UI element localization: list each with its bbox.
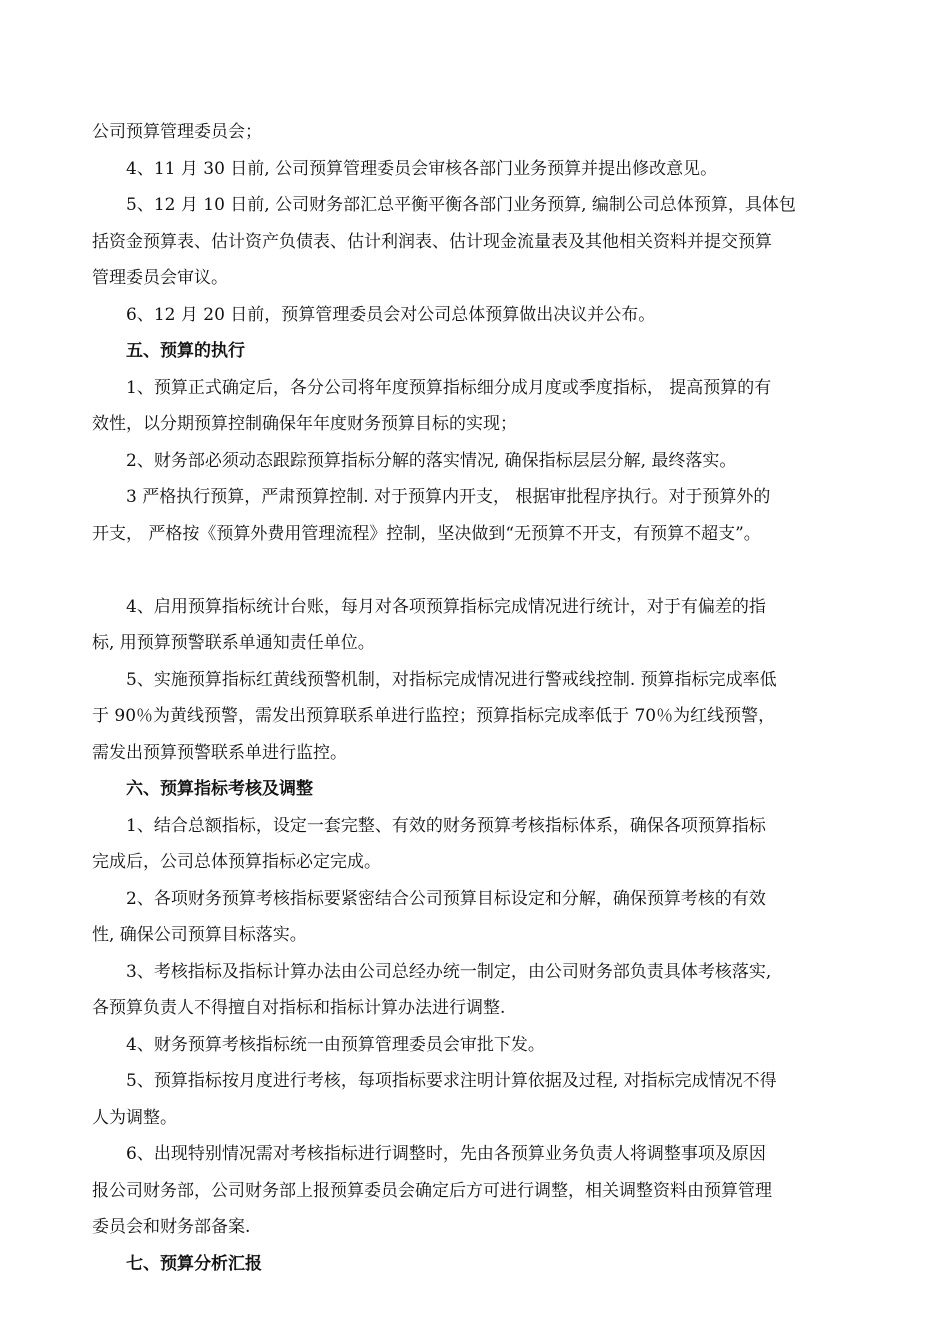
paragraph-line: 3 严格执行预算，严肃预算控制. 对于预算内开支， 根据审批程序执行。对于预算外的 [126, 487, 771, 507]
paragraph-line: 人为调整。 [92, 1107, 177, 1128]
paragraph-line: 3、考核指标及指标计算办法由公司总经办统一制定，由公司财务部负责具体考核落实, [126, 961, 772, 982]
section-heading: 六、预算指标考核及调整 [126, 779, 313, 799]
paragraph-line: 开支， 严格按《预算外费用管理流程》控制，坚决做到“无预算不开支，有预算不超支”。 [92, 523, 761, 544]
paragraph-line: 标, 用预算预警联系单通知责任单位。 [92, 633, 375, 653]
paragraph-line: 2、各项财务预算考核指标要紧密结合公司预算目标设定和分解，确保预算考核的有效 [126, 888, 766, 909]
blank-line [92, 552, 862, 589]
paragraph-line: 6、12 月 20 日前，预算管理委员会对公司总体预算做出决议并公布。 [126, 304, 656, 325]
paragraph-line: 4、11 月 30 日前, 公司预算管理委员会审核各部门业务预算并提出修改意见。 [126, 158, 718, 179]
paragraph-line: 需发出预算预警联系单进行监控。 [92, 742, 347, 763]
document-body [92, 114, 862, 1282]
paragraph-line: 5、预算指标按月度进行考核，每项指标要求注明计算依据及过程, 对指标完成情况不得 [126, 1071, 777, 1091]
paragraph-line: 6、出现特别情况需对考核指标进行调整时，先由各预算业务负责人将调整事项及原因 [126, 1144, 766, 1164]
paragraph-line: 于 90％为黄线预警，需发出预算联系单进行监控；预算指标完成率低于 70％为红线预警， [92, 706, 776, 726]
paragraph-line: 5、实施预算指标红黄线预警机制，对指标完成情况进行警戒线控制. 预算指标完成率低 [126, 669, 777, 690]
paragraph-line: 2、财务部必须动态跟踪预算指标分解的落实情况, 确保指标层层分解, 最终落实。 [126, 450, 737, 471]
paragraph-line: 5、12 月 10 日前, 公司财务部汇总平衡平衡各部门业务预算, 编制公司总体预算，具体包 [126, 195, 796, 215]
paragraph-line: 报公司财务部，公司财务部上报预算委员会确定后方可进行调整，相关调整资料由预算管理 [92, 1180, 772, 1201]
paragraph-line: 委员会和财务部备案. [92, 1217, 251, 1237]
section-heading: 五、预算的执行 [126, 341, 245, 361]
paragraph-line: 1、结合总额指标，设定一套完整、有效的财务预算考核指标体系，确保各项预算指标 [126, 815, 766, 836]
paragraph-line: 4、财务预算考核指标统一由预算管理委员会审批下发。 [126, 1034, 545, 1055]
paragraph-line: 管理委员会审议。 [92, 268, 228, 288]
paragraph-line: 4、启用预算指标统计台账，每月对各项预算指标完成情况进行统计，对于有偏差的指 [126, 596, 766, 617]
paragraph-line: 1、预算正式确定后，各分公司将年度预算指标细分成月度或季度指标， 提高预算的有 [126, 377, 772, 398]
paragraph-line: 完成后，公司总体预算指标必定完成。 [92, 852, 381, 872]
section-heading: 七、预算分析汇报 [126, 1253, 262, 1274]
paragraph-line: 效性，以分期预算控制确保年年度财务预算目标的实现； [92, 414, 517, 434]
paragraph-line: 性, 确保公司预算目标落实。 [92, 925, 307, 945]
paragraph-line: 括资金预算表、估计资产负债表、估计利润表、估计现金流量表及其他相关资料并提交预算 [92, 231, 772, 252]
paragraph-line: 公司预算管理委员会； [92, 122, 262, 142]
paragraph-line: 各预算负责人不得擅自对指标和指标计算办法进行调整. [92, 998, 506, 1018]
